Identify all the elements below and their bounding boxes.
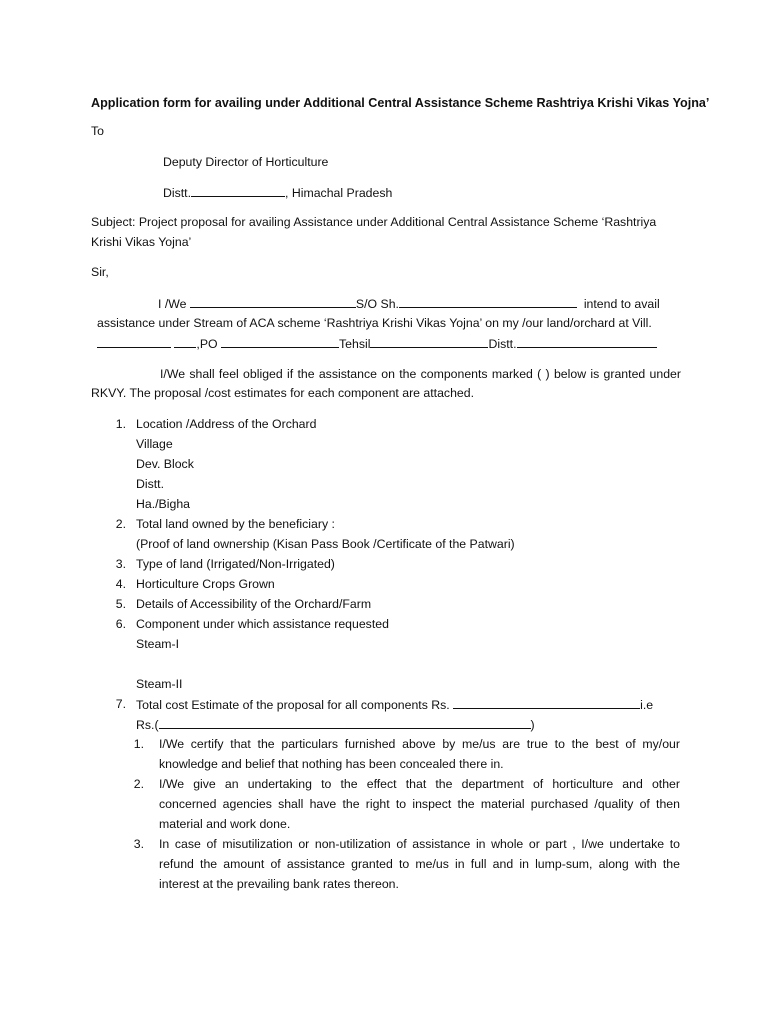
item-sub-field: Dev. Block [136, 457, 194, 471]
item-label: Type of land (Irrigated/Non-Irrigated) [136, 557, 335, 571]
item-sub-field: (Proof of land ownership (Kisan Pass Book /Certificate of the Patwari) [136, 537, 515, 551]
ie-label: i.e [640, 698, 654, 712]
father-name-blank[interactable] [399, 295, 577, 308]
declaration-line: interest at the prevailing bank rates thereon. [159, 877, 399, 891]
rs-suffix: ) [530, 718, 535, 732]
item-number: 5. [115, 597, 126, 611]
intend-text: intend to avail [583, 297, 660, 311]
village-blank[interactable] [97, 335, 171, 348]
declaration-line: I/We give an undertaking to the effect that the department of horticulture and other [159, 777, 680, 791]
addressee-district-line [163, 184, 392, 201]
item-sub-field: Ha./Bigha [136, 497, 191, 511]
total-cost-blank[interactable] [453, 696, 640, 709]
amount-in-words-blank[interactable] [159, 716, 531, 729]
salutation: Sir, [91, 265, 109, 279]
distt-suffix: , Himachal Pradesh [285, 186, 393, 200]
item-label: Horticulture Crops Grown [136, 577, 275, 591]
declaration-number: 1. [133, 737, 144, 751]
item-sub-field: Steam-I [136, 637, 180, 651]
para1-line-1 [158, 295, 660, 312]
declaration-number: 3. [133, 837, 144, 851]
addressee-line: Deputy Director of Horticulture [163, 155, 329, 169]
po-blank[interactable] [221, 335, 339, 348]
item-number: 4. [115, 577, 126, 591]
declaration-line: In case of misutilization or non-utilization of assistance in whole or part , I/we undertake to [159, 837, 680, 851]
applicant-name-blank[interactable] [190, 295, 356, 308]
para1-line-2: assistance under Stream of ACA scheme ‘Rashtriya Krishi Vikas Yojna’ on my /our land/orchard at Vill. [97, 316, 652, 330]
distt-blank-2[interactable] [517, 335, 657, 348]
para2-line-2: RKVY. The proposal /cost estimates for each component are attached. [91, 386, 475, 400]
village-blank-2[interactable] [174, 335, 196, 348]
item-label: Location /Address of the Orchard [136, 417, 317, 431]
total-cost-words-line [136, 716, 535, 733]
declaration-line: concerned agencies shall have the right to inspect the material purchased /quality of then [159, 797, 680, 811]
total-cost-line [136, 696, 653, 713]
item-number: 2. [115, 517, 126, 531]
declaration-line: knowledge and belief that nothing has been concealed there in. [159, 757, 504, 771]
item-number: 7. [115, 697, 126, 711]
subject-line-2: Krishi Vikas Yojna’ [91, 235, 192, 249]
item-sub-field: Village [136, 437, 173, 451]
so-label: S/O Sh. [355, 297, 399, 311]
item-sub-field: Distt. [136, 477, 165, 491]
para2-line-1: I/We shall feel obliged if the assistance on the components marked ( ) below is granted under [160, 367, 681, 381]
tehsil-label: Tehsil [339, 337, 371, 351]
rs-prefix: Rs.( [136, 718, 159, 732]
item-label: Details of Accessibility of the Orchard/Farm [136, 597, 372, 611]
item-number: 6. [115, 617, 126, 631]
iwe-label: I /We [158, 297, 187, 311]
distt-prefix: Distt. [163, 186, 192, 200]
declaration-line: material and work done. [159, 817, 291, 831]
item-label: Component under which assistance requested [136, 617, 389, 631]
tehsil-blank[interactable] [370, 335, 488, 348]
to-label: To [91, 124, 104, 138]
po-label: ,PO [196, 337, 218, 351]
para1-line-3 [97, 335, 657, 352]
declaration-line: I/We certify that the particulars furnished above by me/us are true to the best of my/our [159, 737, 680, 751]
item-label: Total cost Estimate of the proposal for all components Rs. [136, 698, 450, 712]
declaration-line: refund the amount of assistance granted to me/us in full and in lump-sum, along with the [159, 857, 680, 871]
subject-line-1: Subject: Project proposal for availing Assistance under Additional Central Assistance Scheme ‘Rashtriya [91, 215, 657, 229]
distt-blank[interactable] [191, 184, 285, 197]
declaration-number: 2. [133, 777, 144, 791]
form-title: Application form for availing under Additional Central Assistance Scheme Rashtriya Krishi Vikas Yojna’ [91, 96, 710, 110]
item-label: Total land owned by the beneficiary : [136, 517, 335, 531]
item-sub-field: Steam-II [136, 677, 183, 691]
item-number: 3. [115, 557, 126, 571]
item-number: 1. [115, 417, 126, 431]
distt-label: Distt. [488, 337, 517, 351]
